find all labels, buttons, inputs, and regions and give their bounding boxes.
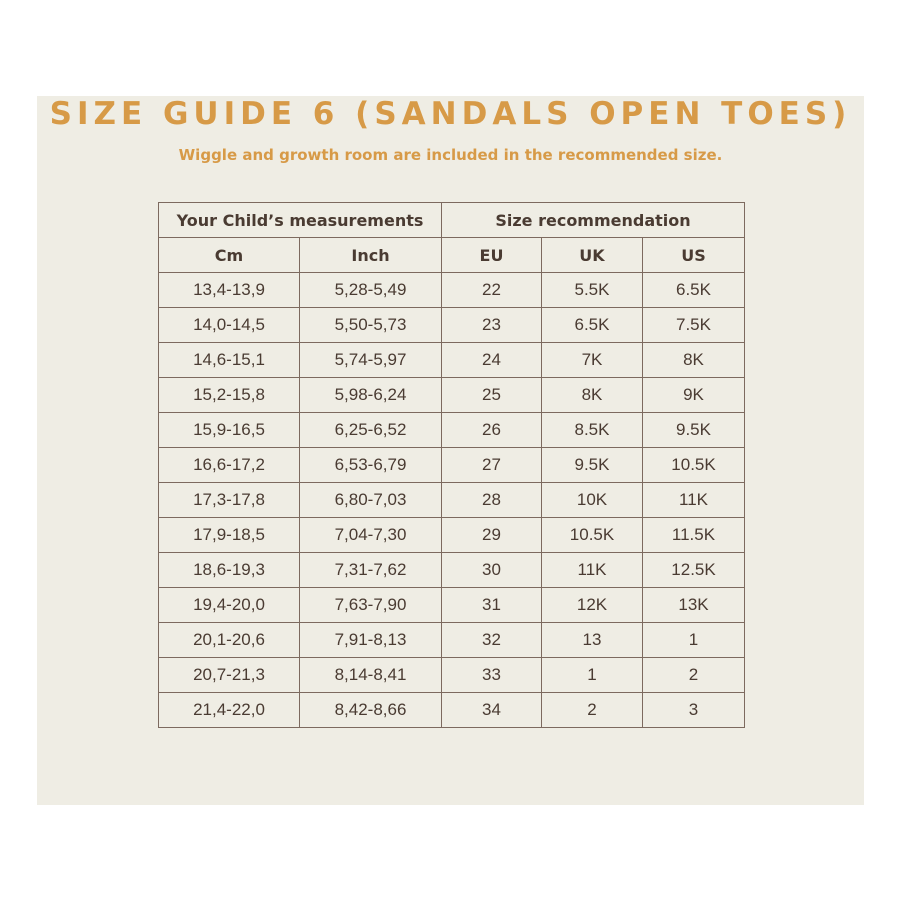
uk-cell: 9.5K — [542, 448, 643, 483]
us-cell: 1 — [643, 623, 745, 658]
table-row — [159, 658, 745, 693]
us-cell: 6.5K — [643, 273, 745, 308]
eu-cell: 29 — [442, 518, 542, 553]
eu-cell: 31 — [442, 588, 542, 623]
us-cell: 11K — [643, 483, 745, 518]
table-row — [159, 588, 745, 623]
eu-cell: 23 — [442, 308, 542, 343]
cm-cell: 18,6-19,3 — [159, 553, 300, 588]
table-row — [159, 273, 745, 308]
us-cell: 11.5K — [643, 518, 745, 553]
uk-cell: 12K — [542, 588, 643, 623]
table-row — [159, 623, 745, 658]
group-header-row — [159, 203, 745, 238]
table-row — [159, 308, 745, 343]
table-row — [159, 413, 745, 448]
uk-cell: 1 — [542, 658, 643, 693]
column-header-inch: Inch — [300, 238, 442, 273]
eu-cell: 24 — [442, 343, 542, 378]
cm-cell: 21,4-22,0 — [159, 693, 300, 728]
uk-cell: 10.5K — [542, 518, 643, 553]
uk-cell: 13 — [542, 623, 643, 658]
inch-cell: 5,98-6,24 — [300, 378, 442, 413]
us-cell: 9.5K — [643, 413, 745, 448]
cm-cell: 15,2-15,8 — [159, 378, 300, 413]
uk-cell: 7K — [542, 343, 643, 378]
inch-cell: 5,74-5,97 — [300, 343, 442, 378]
inch-cell: 8,14-8,41 — [300, 658, 442, 693]
cm-cell: 20,7-21,3 — [159, 658, 300, 693]
column-header-us: US — [643, 238, 745, 273]
column-header-eu: EU — [442, 238, 542, 273]
table-body — [159, 273, 745, 728]
page-title: SIZE GUIDE 6 (SANDALS OPEN TOES) — [49, 96, 852, 132]
us-cell: 8K — [643, 343, 745, 378]
us-cell: 12.5K — [643, 553, 745, 588]
eu-cell: 33 — [442, 658, 542, 693]
column-header-cm: Cm — [159, 238, 300, 273]
table-row — [159, 343, 745, 378]
eu-cell: 27 — [442, 448, 542, 483]
cm-cell: 15,9-16,5 — [159, 413, 300, 448]
cm-cell: 14,6-15,1 — [159, 343, 300, 378]
inch-cell: 6,80-7,03 — [300, 483, 442, 518]
inch-cell: 6,25-6,52 — [300, 413, 442, 448]
uk-cell: 2 — [542, 693, 643, 728]
table-row — [159, 553, 745, 588]
eu-cell: 25 — [442, 378, 542, 413]
measurements-group-header: Your Child’s measurements — [159, 203, 442, 238]
size-table — [158, 202, 745, 728]
uk-cell: 8K — [542, 378, 643, 413]
column-header-uk: UK — [542, 238, 643, 273]
page-subtitle: Wiggle and growth room are included in the recommended size. — [178, 146, 723, 164]
us-cell: 2 — [643, 658, 745, 693]
eu-cell: 32 — [442, 623, 542, 658]
us-cell: 3 — [643, 693, 745, 728]
cm-cell: 17,3-17,8 — [159, 483, 300, 518]
uk-cell: 5.5K — [542, 273, 643, 308]
inch-cell: 5,50-5,73 — [300, 308, 442, 343]
cm-cell: 13,4-13,9 — [159, 273, 300, 308]
table-row — [159, 693, 745, 728]
table-row — [159, 483, 745, 518]
us-cell: 9K — [643, 378, 745, 413]
cm-cell: 20,1-20,6 — [159, 623, 300, 658]
uk-cell: 8.5K — [542, 413, 643, 448]
column-header-row — [159, 238, 745, 273]
cm-cell: 17,9-18,5 — [159, 518, 300, 553]
inch-cell: 7,91-8,13 — [300, 623, 442, 658]
table-row — [159, 448, 745, 483]
us-cell: 7.5K — [643, 308, 745, 343]
inch-cell: 8,42-8,66 — [300, 693, 442, 728]
eu-cell: 34 — [442, 693, 542, 728]
inch-cell: 7,31-7,62 — [300, 553, 442, 588]
inch-cell: 6,53-6,79 — [300, 448, 442, 483]
cm-cell: 16,6-17,2 — [159, 448, 300, 483]
eu-cell: 22 — [442, 273, 542, 308]
us-cell: 13K — [643, 588, 745, 623]
eu-cell: 28 — [442, 483, 542, 518]
uk-cell: 10K — [542, 483, 643, 518]
table-row — [159, 378, 745, 413]
us-cell: 10.5K — [643, 448, 745, 483]
uk-cell: 11K — [542, 553, 643, 588]
eu-cell: 30 — [442, 553, 542, 588]
inch-cell: 5,28-5,49 — [300, 273, 442, 308]
cm-cell: 14,0-14,5 — [159, 308, 300, 343]
cm-cell: 19,4-20,0 — [159, 588, 300, 623]
eu-cell: 26 — [442, 413, 542, 448]
size-recommendation-group-header: Size recommendation — [442, 203, 745, 238]
inch-cell: 7,04-7,30 — [300, 518, 442, 553]
inch-cell: 7,63-7,90 — [300, 588, 442, 623]
table-row — [159, 518, 745, 553]
uk-cell: 6.5K — [542, 308, 643, 343]
